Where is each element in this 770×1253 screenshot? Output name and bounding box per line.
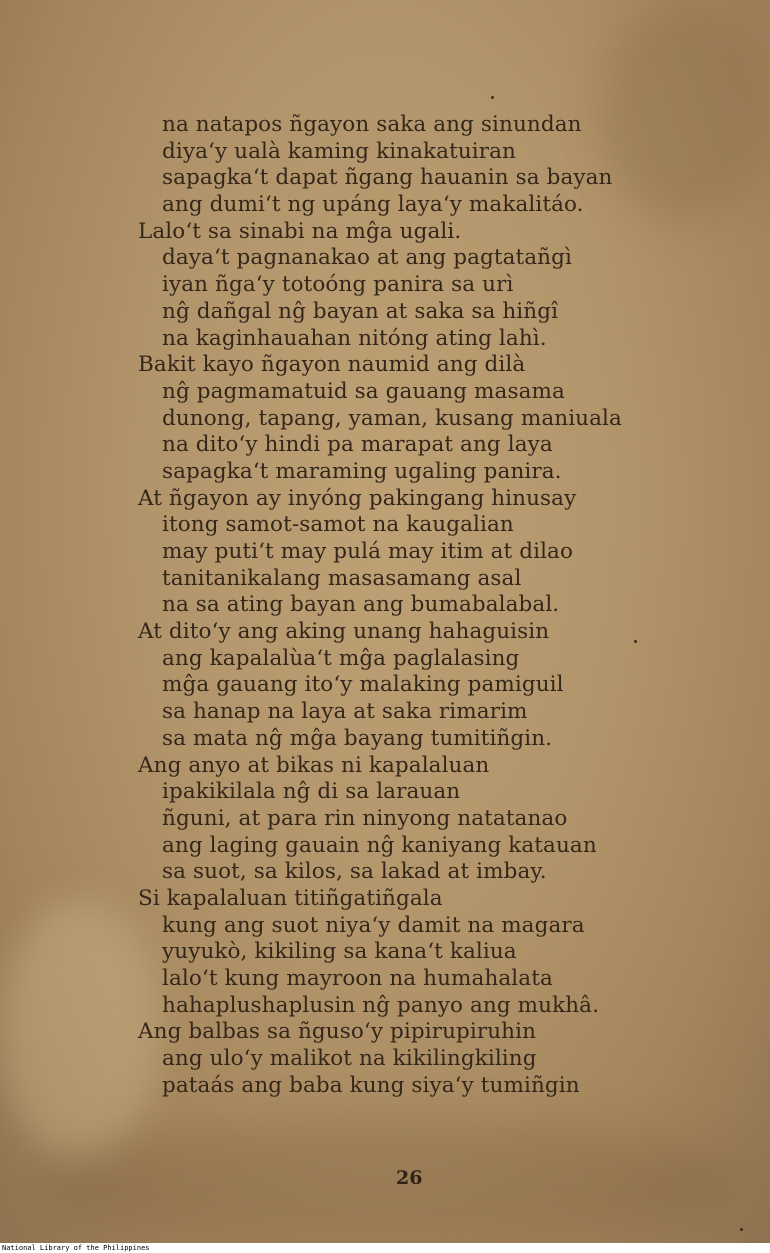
verse-line: tanitanikalang masasamang asal bbox=[162, 565, 522, 591]
verse-line: ñguni, at para rin ninyong natatanao bbox=[162, 805, 568, 831]
stanza bbox=[0, 886, 770, 1019]
verse-line: lalo‘t kung mayroon na humahalata bbox=[162, 966, 553, 991]
stanza-first-line: Ang anyo at bikas ni kapalaluan bbox=[138, 752, 490, 778]
paper-stain bbox=[40, 1120, 740, 1243]
stanza bbox=[0, 219, 770, 352]
ink-speck bbox=[491, 96, 494, 99]
verse-line: sapagka‘t dapat ñgang hauanin sa bayan bbox=[162, 165, 613, 191]
verse-line: na sa ating bayan ang bumabalabal. bbox=[162, 592, 560, 618]
verse-line: may puti‘t may pulá may itim at dilao bbox=[162, 539, 574, 564]
stanza bbox=[0, 619, 770, 752]
verse-line: pataás ang baba kung siya‘y tumiñgin bbox=[162, 1072, 580, 1098]
page-number: 26 bbox=[396, 1167, 423, 1189]
ink-speck bbox=[740, 1228, 743, 1231]
verse-line: hahaplushaplusin nĝ panyo ang mukhâ. bbox=[162, 992, 600, 1018]
stanza-first-line: Bakit kayo ñgayon naumid ang dilà bbox=[138, 352, 526, 378]
verse-line: kung ang suot niya‘y damit na magara bbox=[162, 912, 585, 938]
verse-line: dunong, tapang, yaman, kusang maniuala bbox=[162, 405, 622, 431]
verse-line: na kaginhauahan nitóng ating lahì. bbox=[162, 325, 547, 351]
stanza bbox=[0, 112, 770, 219]
verse-line: sa mata nĝ mĝa bayang tumitiñgin. bbox=[162, 725, 553, 751]
stanza-first-line: Si kapalaluan titiñgatiñgala bbox=[138, 885, 443, 911]
stanza bbox=[0, 1019, 770, 1099]
library-credit: National Library of the Philippines bbox=[2, 1244, 150, 1252]
stanza bbox=[0, 486, 770, 619]
stanza-first-line: At dito‘y ang aking unang hahaguisin bbox=[138, 619, 550, 645]
verse-line: ipakikilala nĝ di sa larauan bbox=[162, 779, 461, 805]
verse-line: diya‘y ualà kaming kinakatuiran bbox=[162, 138, 516, 164]
poem-text bbox=[0, 112, 770, 1099]
stanza bbox=[0, 753, 770, 886]
verse-line: ang laging gauain nĝ kaniyang katauan bbox=[162, 832, 597, 858]
stanza-first-line: Ang balbas sa ñguso‘y pipirupiruhin bbox=[138, 1019, 537, 1045]
stanza bbox=[0, 352, 770, 485]
verse-line: sa hanap na laya at saka rimarim bbox=[162, 699, 528, 725]
verse-line: ang dumi‘t ng upáng laya‘y makalitáo. bbox=[162, 192, 584, 218]
stanza-first-line: Lalo‘t sa sinabi na mĝa ugali. bbox=[138, 218, 462, 244]
verse-line: yuyukò, kikiling sa kana‘t kaliua bbox=[162, 939, 517, 965]
verse-line: daya‘t pagnanakao at ang pagtatañgì bbox=[162, 245, 572, 271]
verse-line: mĝa gauang ito‘y malaking pamiguil bbox=[162, 672, 564, 698]
verse-line: sa suot, sa kilos, sa lakad at imbay. bbox=[162, 859, 547, 885]
verse-line: ang ulo‘y malikot na kikilingkiling bbox=[162, 1046, 537, 1072]
verse-line: iyan ñga‘y totoóng panira sa urì bbox=[162, 272, 514, 298]
verse-line: na dito‘y hindi pa marapat ang laya bbox=[162, 432, 553, 458]
verse-line: nĝ pagmamatuid sa gauang masama bbox=[162, 378, 565, 404]
verse-line: ang kapalalùa‘t mĝa paglalasing bbox=[162, 645, 520, 671]
verse-line: na natapos ñgayon saka ang sinundan bbox=[162, 112, 582, 137]
verse-line: sapagka‘t maraming ugaling panira. bbox=[162, 458, 562, 484]
verse-line: itong samot-samot na kaugalian bbox=[162, 512, 514, 538]
verse-line: nĝ dañgal nĝ bayan at saka sa hiñgî bbox=[162, 298, 559, 324]
stanza-first-line: At ñgayon ay inyóng pakingang hinusay bbox=[138, 485, 577, 511]
